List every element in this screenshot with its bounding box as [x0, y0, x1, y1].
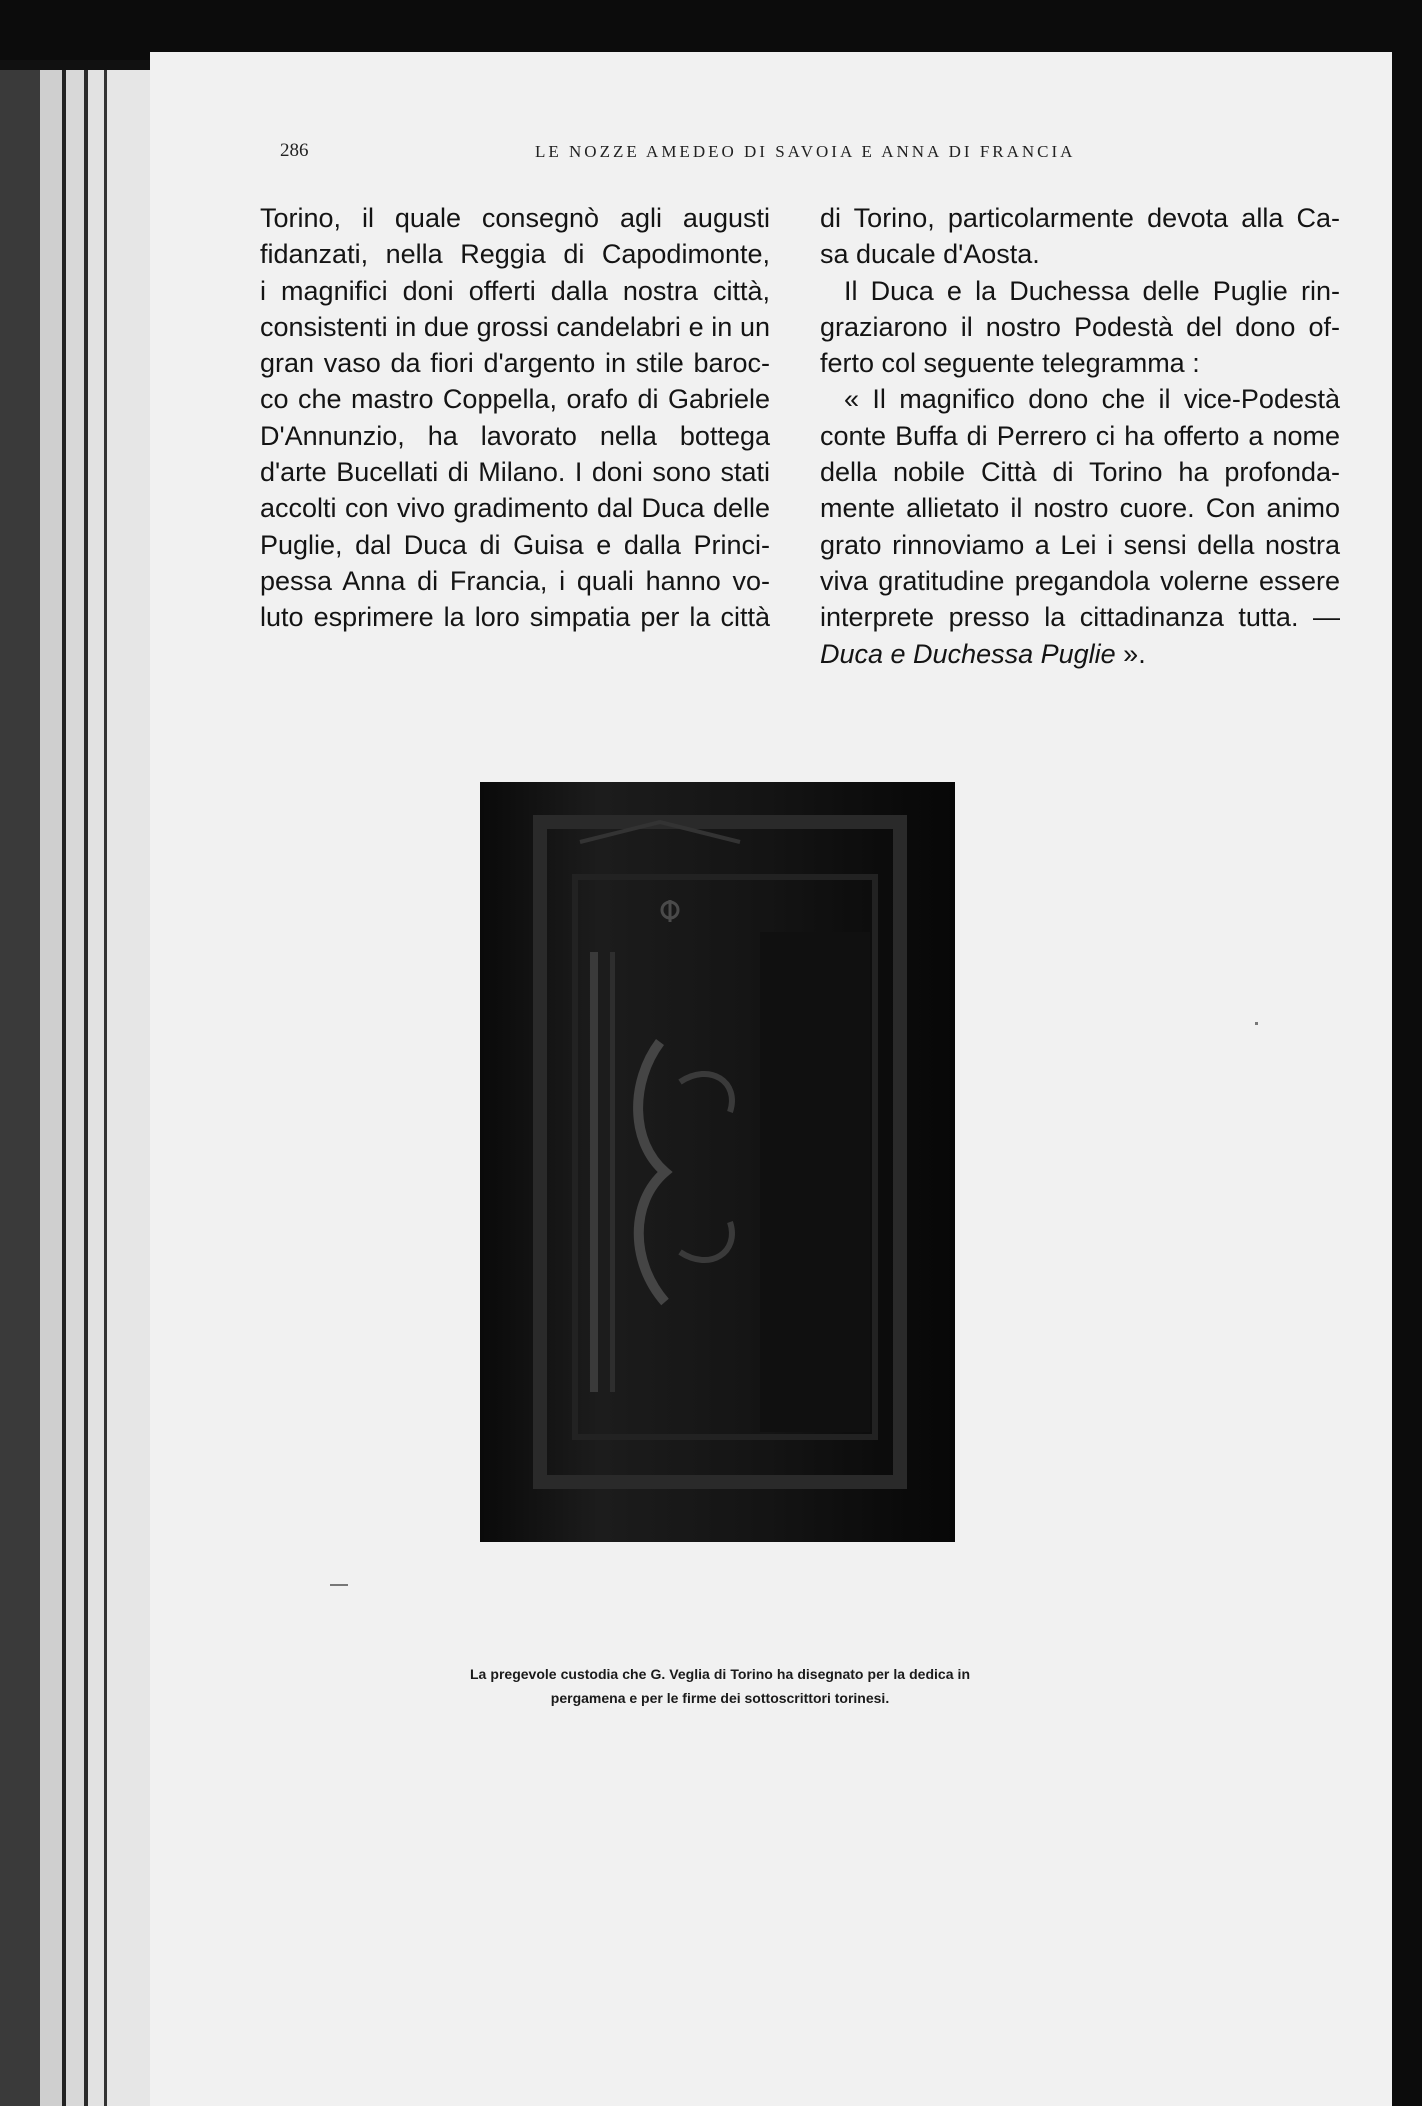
page-stack-edge: [40, 70, 62, 2106]
book-page: [150, 52, 1392, 2106]
caption-line: pergamena e per le firme dei sottoscrittori torinesi.: [550, 1690, 890, 1706]
text-line: Torino, il quale consegnò agli augusti: [260, 203, 770, 233]
figure-caption: [470, 1662, 970, 1710]
page-stack-edge: [0, 70, 40, 2106]
closing-quote: ».: [1115, 638, 1146, 669]
right-column: [820, 200, 1340, 672]
text-line: co che mastro Coppella, orafo di Gabriele: [260, 384, 770, 415]
text-line: mente allietato il nostro cuore. Con animo: [820, 493, 1340, 524]
text-line: « Il magnifico dono che il vice-Podestà: [844, 384, 1340, 415]
scan-speck: [1255, 1022, 1258, 1025]
text-line: d'arte Bucellati di Milano. I doni sono stati: [260, 457, 770, 488]
photograph-custodia: [480, 782, 955, 1542]
text-line: gran vaso da fiori d'argento in stile baroc-: [260, 348, 770, 379]
text-line: accolti con vivo gradimento dal Duca delle: [260, 493, 770, 524]
text-line: luto esprimere la loro simpatia per la città: [260, 602, 770, 633]
text-line: Puglie, dal Duca di Guisa e dalla Princi-: [260, 529, 770, 560]
text-line: ferto col seguente telegramma :: [820, 348, 1200, 379]
text-line: viva gratitudine pregandola volerne essere: [820, 565, 1340, 596]
text-line: interprete presso la cittadinanza tutta. —: [820, 602, 1340, 633]
text-line: [820, 636, 1340, 672]
left-column: [260, 200, 770, 636]
page-number: 286: [280, 140, 309, 161]
scanner-background-right: [1392, 0, 1422, 2106]
text-line: fidanzati, nella Reggia di Capodimonte,: [260, 239, 770, 270]
page-stack-edge: [66, 70, 84, 2106]
photograph-image: [480, 782, 955, 1542]
page-stack-edge: [107, 70, 152, 2106]
text-line: graziarono il nostro Podestà del dono of-: [820, 311, 1340, 342]
caption-line: La pregevole custodia che G. Veglia di Torino ha disegnato per la dedica in: [470, 1666, 970, 1682]
text-line: di Torino, particolarmente devota alla Ca-: [820, 203, 1340, 233]
running-title: LE NOZZE AMEDEO DI SAVOIA E ANNA DI FRANCIA: [535, 142, 1076, 161]
text-line: grato rinnoviamo a Lei i sensi della nostra: [820, 529, 1340, 560]
text-line: sa ducale d'Aosta.: [820, 239, 1040, 270]
text-line: della nobile Città di Torino ha profonda-: [820, 457, 1340, 488]
text-line: conte Buffa di Perrero ci ha offerto a nome: [820, 420, 1340, 451]
page-stack-edge: [88, 70, 104, 2106]
scanner-background-top: [0, 0, 1422, 60]
text-line: Il Duca e la Duchessa delle Puglie rin-: [844, 275, 1340, 306]
telegram-signature: Duca e Duchessa Puglie: [820, 638, 1116, 669]
text-line: pessa Anna di Francia, i quali hanno vo-: [260, 565, 770, 596]
text-line: D'Annunzio, ha lavorato nella bottega: [260, 420, 770, 451]
text-line: consistenti in due grossi candelabri e in un: [260, 311, 770, 342]
scan-speck: [330, 1584, 348, 1586]
text-line: i magnifici doni offerti dalla nostra città,: [260, 275, 770, 306]
